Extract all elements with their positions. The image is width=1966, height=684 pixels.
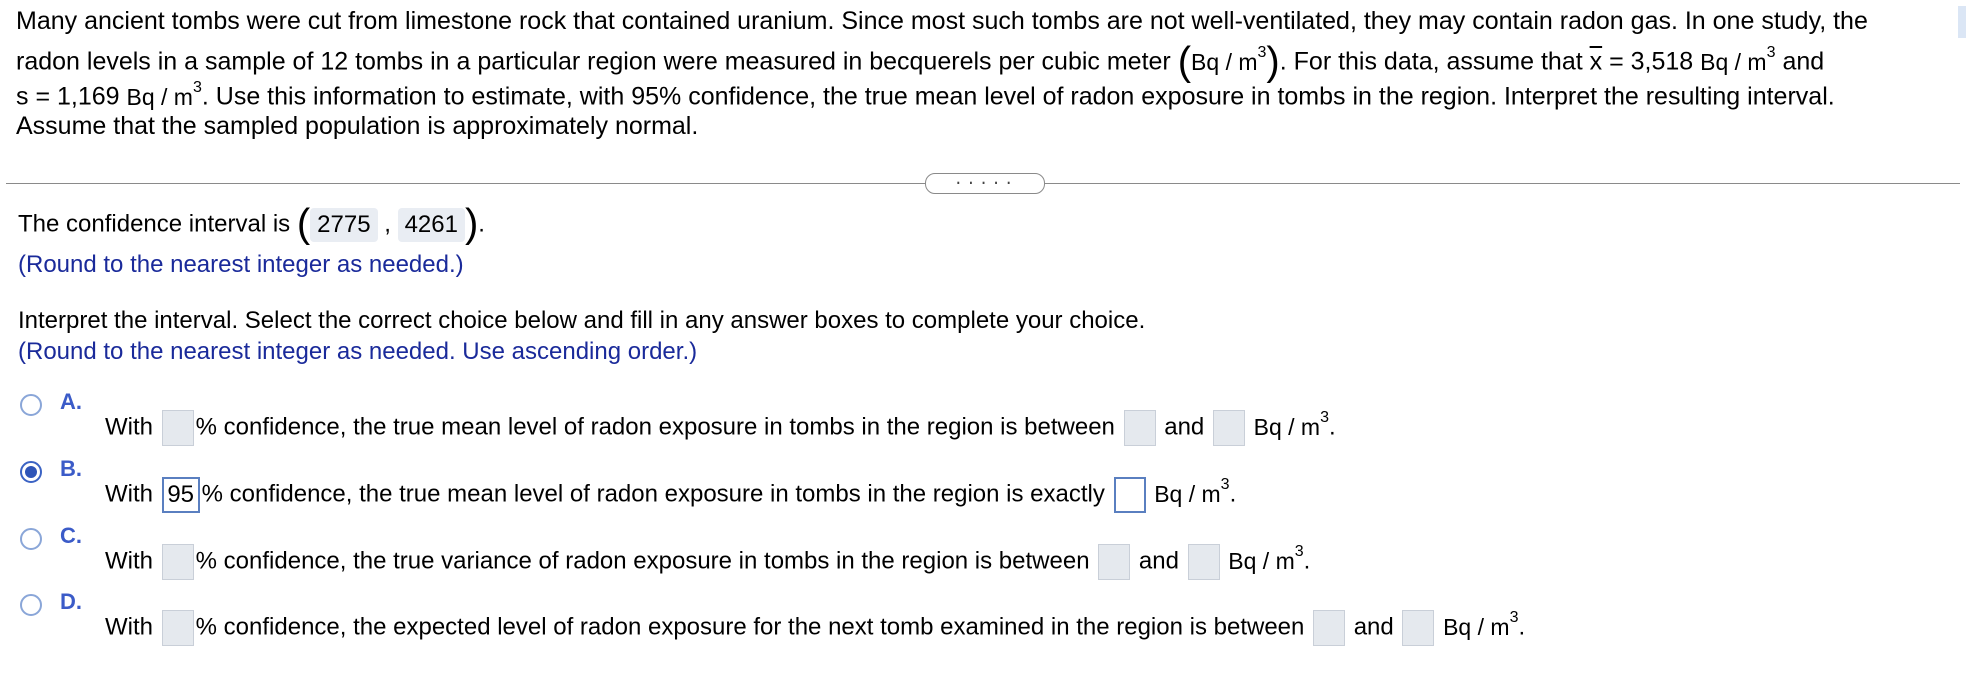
radio-d[interactable] xyxy=(20,594,42,616)
confidence-input-a[interactable] xyxy=(162,410,194,446)
question-line-4: Assume that the sampled population is approximately normal. xyxy=(16,112,699,140)
upper-input-d[interactable] xyxy=(1402,610,1434,646)
question-line-1: Many ancient tombs were cut from limestone rock that contained uranium. Since most such tombs are not well-ventilated, they may contain radon gas. In one study, the xyxy=(16,7,1868,35)
confidence-input-d[interactable] xyxy=(162,610,194,646)
radio-a[interactable] xyxy=(20,394,42,416)
choice-d-text: With % confidence, the expected level of radon exposure for the next tomb examined in the region is between and Bq / $m^3$. xyxy=(105,602,1525,648)
confidence-interval-line: The confidence interval is ( 2775 , 4261 ). xyxy=(18,201,485,246)
scroll-indicator xyxy=(1958,6,1966,38)
choice-letter-c: C. xyxy=(60,523,82,548)
radio-b[interactable] xyxy=(20,461,42,483)
unit: Bq / $m^3$ xyxy=(1191,44,1267,75)
x-bar: $\overline{x}$ xyxy=(1589,47,1603,76)
choice-a-text: With % confidence, the true mean level of radon exposure in tombs in the region is between and Bq / $m^3$. xyxy=(105,402,1336,448)
lower-input-d[interactable] xyxy=(1313,610,1345,646)
question-line-3: s = 1,169 Bq / $m^3$. Use this information to estimate, with 95% confidence, the true mean level of radon exposure in tombs in the region. Interpret the resulting interval. xyxy=(16,79,1835,111)
question-line-2: radon levels in a sample of 12 tombs in a particular region were measured in becquerels per cubic meter $(Bq / m^3)$. For this data, assume that $\overline{x} = 3,518$ Bq / $m^3$ and xyxy=(16,39,1825,84)
question-text xyxy=(16,4,1946,144)
choice-b-text: With 95 % confidence, the true mean level of radon exposure in tombs in the region is exactly Bq / $m^3$. xyxy=(105,469,1236,515)
choice-letter-d: D. xyxy=(60,589,82,614)
choice-letter-a: A. xyxy=(60,389,82,414)
choice-letter-b: B. xyxy=(60,456,82,481)
lower-input-c[interactable] xyxy=(1098,544,1130,580)
ci-lower-answer[interactable]: 2775 xyxy=(310,208,377,242)
upper-input-a[interactable] xyxy=(1213,410,1245,446)
confidence-input-c[interactable] xyxy=(162,544,194,580)
interpret-prompt: Interpret the interval. Select the correct choice below and fill in any answer boxes to complete your choice. xyxy=(18,307,1146,334)
upper-input-c[interactable] xyxy=(1188,544,1220,580)
choice-c-text: With % confidence, the true variance of radon exposure in tombs in the region is between and Bq / $m^3$. xyxy=(105,536,1310,582)
confidence-input-b[interactable]: 95 xyxy=(162,477,200,513)
lower-input-a[interactable] xyxy=(1124,410,1156,446)
ci-upper-answer[interactable]: 4261 xyxy=(398,208,465,242)
ci-hint: (Round to the nearest integer as needed.) xyxy=(18,251,464,278)
value-input-b[interactable] xyxy=(1114,477,1146,513)
interpret-hint: (Round to the nearest integer as needed. Use ascending order.) xyxy=(18,338,698,365)
show-more-button[interactable]: ..... xyxy=(925,173,1045,194)
radio-c[interactable] xyxy=(20,528,42,550)
